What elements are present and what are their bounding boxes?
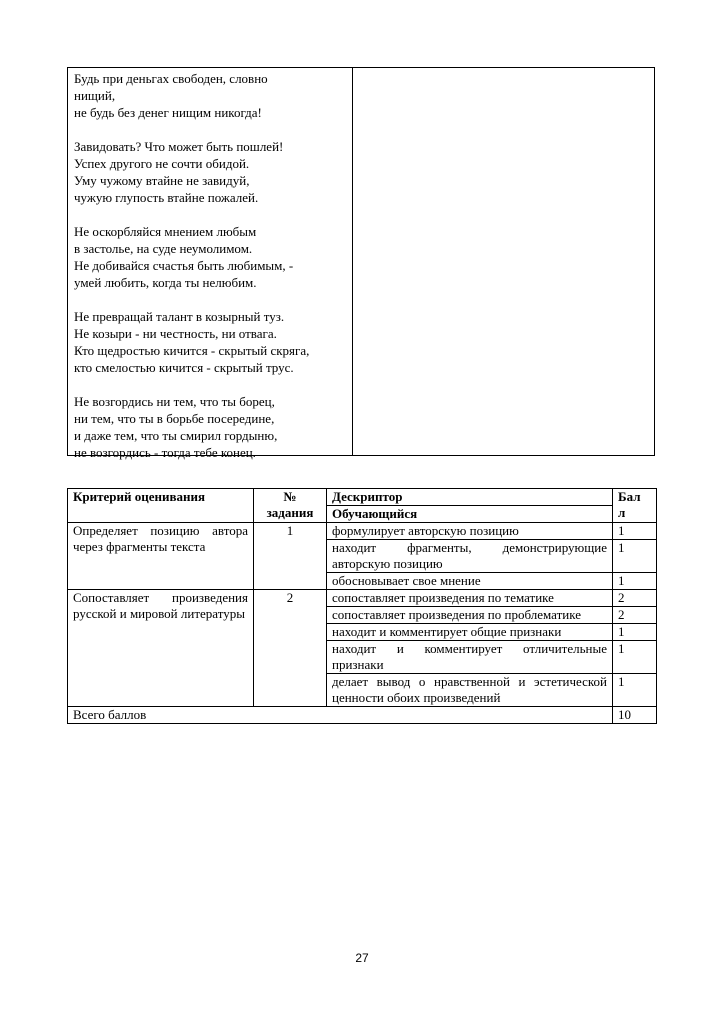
- poem-line: в застолье, на суде неумолимом.: [74, 241, 253, 256]
- score-cell: 1: [613, 573, 657, 590]
- task-number-cell: 2: [254, 590, 327, 707]
- poem-line: умей любить, когда ты нелюбим.: [74, 275, 257, 290]
- criterion-cell: Сопоставляет произведения русской и мировой литературы: [68, 590, 254, 707]
- poem-line: Завидовать? Что может быть пошлей!: [74, 139, 284, 154]
- score-cell: 1: [613, 641, 657, 674]
- header-score: Бал л: [613, 489, 657, 523]
- poem-line: Не оскорбляйся мнением любым: [74, 224, 257, 239]
- poem-line: чужую глупость втайне пожалей.: [74, 190, 259, 205]
- header-descriptor: Дескриптор: [327, 489, 613, 506]
- stanza: [74, 223, 346, 291]
- poem-line: и даже тем, что ты смирил гордыню,: [74, 428, 278, 443]
- descriptor-cell: делает вывод о нравственной и эстетической ценности обоих произведений: [327, 674, 613, 707]
- total-row: [68, 707, 657, 724]
- score-cell: 2: [613, 590, 657, 607]
- stanza: [74, 393, 346, 461]
- descriptor-cell: формулирует авторскую позицию: [327, 523, 613, 540]
- poem-line: Кто щедростью кичится - скрытый скряга,: [74, 343, 310, 358]
- score-cell: 1: [613, 540, 657, 573]
- header-row: [68, 489, 657, 506]
- poem-line: не возгордись - тогда тебе конец.: [74, 445, 256, 460]
- descriptor-cell: находит и комментирует отличительные признаки: [327, 641, 613, 674]
- header-task-number: № задания: [254, 489, 327, 523]
- poem-line: кто смелостью кичится - скрытый трус.: [74, 360, 294, 375]
- descriptor-cell: находит и комментирует общие признаки: [327, 624, 613, 641]
- poem-line: Уму чужому втайне не завидуй,: [74, 173, 250, 188]
- poem-line: Не превращай талант в козырный туз.: [74, 309, 285, 324]
- poem-table: [67, 67, 655, 460]
- total-label: Всего баллов: [68, 707, 613, 724]
- score-cell: 2: [613, 607, 657, 624]
- total-value: 10: [613, 707, 657, 724]
- stanza: [74, 308, 346, 376]
- poem-line: Успех другого не сочти обидой.: [74, 156, 250, 171]
- poem-line: ни тем, что ты в борьбе посередине,: [74, 411, 275, 426]
- score-cell: 1: [613, 624, 657, 641]
- assessment-table: [67, 488, 657, 724]
- stanza: [74, 138, 346, 206]
- poem-line: не будь без денег нищим никогда!: [74, 105, 262, 120]
- table-row: [68, 590, 657, 607]
- header-student: Обучающийся: [327, 506, 613, 523]
- poem-line: Не добивайся счастья быть любимым, -: [74, 258, 294, 273]
- task-number-cell: 1: [254, 523, 327, 590]
- descriptor-cell: сопоставляет произведения по проблематике: [327, 607, 613, 624]
- table-row: [68, 523, 657, 540]
- poem-line: нищий,: [74, 88, 116, 103]
- descriptor-cell: находит фрагменты, демонстрирующие авторскую позицию: [327, 540, 613, 573]
- poem-line: Не козыри - ни честность, ни отвага.: [74, 326, 277, 341]
- poem-line: Будь при деньгах свободен, словно: [74, 71, 268, 86]
- descriptor-cell: сопоставляет произведения по тематике: [327, 590, 613, 607]
- score-cell: 1: [613, 674, 657, 707]
- score-cell: 1: [613, 523, 657, 540]
- poem-line: Не возгордись ни тем, что ты борец,: [74, 394, 275, 409]
- header-criterion: Критерий оценивания: [68, 489, 254, 523]
- criterion-cell: Определяет позицию автора через фрагменты текста: [68, 523, 254, 590]
- stanza: [74, 70, 346, 121]
- poem-cell: [68, 68, 353, 460]
- descriptor-cell: обосновывает свое мнение: [327, 573, 613, 590]
- page-number: 27: [355, 951, 369, 965]
